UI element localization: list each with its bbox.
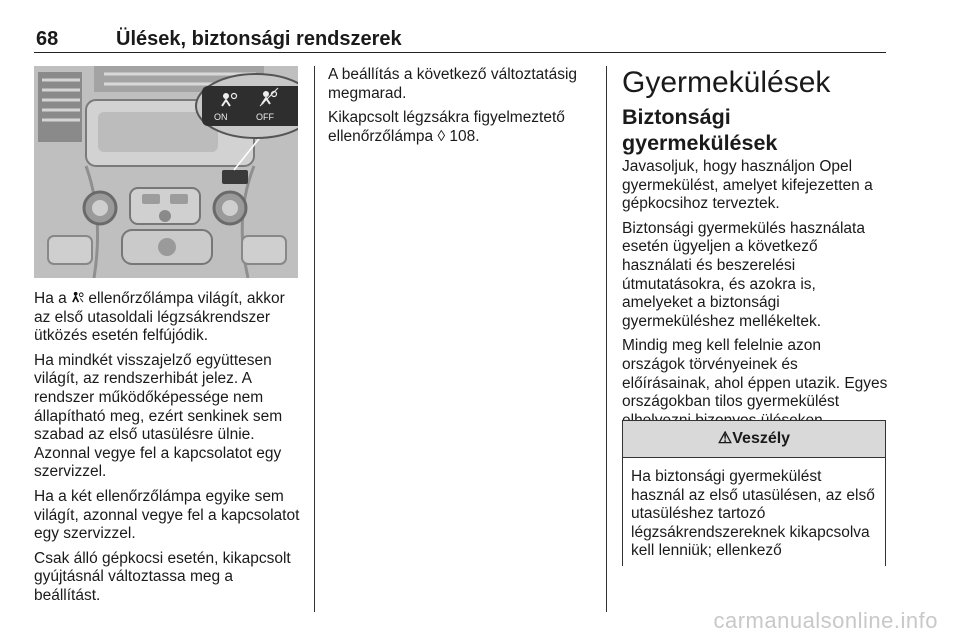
paragraph	[328, 109, 594, 146]
paragraph-prefix: Ha a	[34, 290, 72, 307]
paragraph-text: Kikapcsolt légzsákra figyelmeztető ellenőrzőlámpa	[328, 109, 565, 145]
watermark: carmanualsonline.info	[713, 608, 938, 633]
danger-box	[622, 420, 886, 566]
column-divider-2	[606, 66, 607, 612]
subsection-heading: Biztonsági gyermekülések	[622, 105, 778, 155]
paragraph	[34, 290, 300, 346]
page-ref-arrow-icon[interactable]: ◊	[437, 127, 446, 145]
dashboard-photo	[34, 66, 298, 278]
chapter-title: Ülések, biztonsági rendszerek	[116, 28, 402, 50]
paragraph: Mindig meg kell felelnie azon országok törvényeinek és előírásainak, ahol éppen utazik. Egyes országokban tilos gyermekülést	[622, 337, 888, 411]
label-off: OFF	[256, 112, 274, 122]
page-header	[34, 28, 886, 53]
label-on: ON	[214, 112, 228, 122]
danger-box-title: Veszély	[732, 430, 791, 447]
column-2	[328, 66, 594, 152]
column-1	[34, 290, 300, 612]
air-vent-left	[38, 72, 82, 142]
paragraph-suffix: ellenőrzőlámpa világít, akkor az első utasoldali légzsákrendszer ütközés esetén felfújódik.	[34, 290, 285, 345]
danger-box-header	[622, 420, 886, 458]
paragraph: Javasoljuk, hogy használjon Opel gyermekülést, amelyet kifejezetten a gépkocsihoz terveztek.	[622, 158, 873, 213]
paragraph: Ha mindkét visszajelző együttesen világít, az rendszerhibát jelez. A rendszer működőképessége nem állapítható meg, ezért senkinek sem szabad az első utasülésre ülnie. Azonnal vegye fel a kapcsolatot egy szervizzel.	[34, 351, 283, 481]
callout-magnifier	[196, 74, 298, 138]
page-ref-link[interactable]: 108.	[445, 127, 480, 145]
section-heading: Gyermekülések	[622, 66, 831, 99]
column-3	[622, 66, 888, 436]
paragraph: Biztonsági gyermekülés használata esetén ügyeljen a következő használati és beszerelési útmutatásokra, és azokra is, amelyeket a biztonsági gyermeküléshez mellékeltek.	[622, 219, 865, 330]
danger-box-body: Ha biztonsági gyermekülést használ az első utasülésen, az első utasüléshez tartozó légzsákrendszereknek kikapcsolva kell lenniük; ellenkező	[622, 458, 886, 566]
paragraph: Ha a két ellenőrzőlámpa egyike sem világít, azonnal vegye fel a kapcsolatot egy szervizzel.	[34, 487, 300, 543]
paragraph: A beállítás a következő változtatásig megmarad.	[328, 66, 578, 102]
page-number: 68	[36, 28, 59, 50]
indicator-lamp-panel	[222, 170, 248, 184]
paragraph: Csak álló gépkocsi esetén, kikapcsolt gyújtásnál változtassa meg a beállítást.	[34, 549, 291, 604]
column-divider-1	[314, 66, 315, 612]
warning-triangle-icon: ⚠	[717, 430, 733, 447]
airbag-indicator-icon	[71, 291, 84, 304]
